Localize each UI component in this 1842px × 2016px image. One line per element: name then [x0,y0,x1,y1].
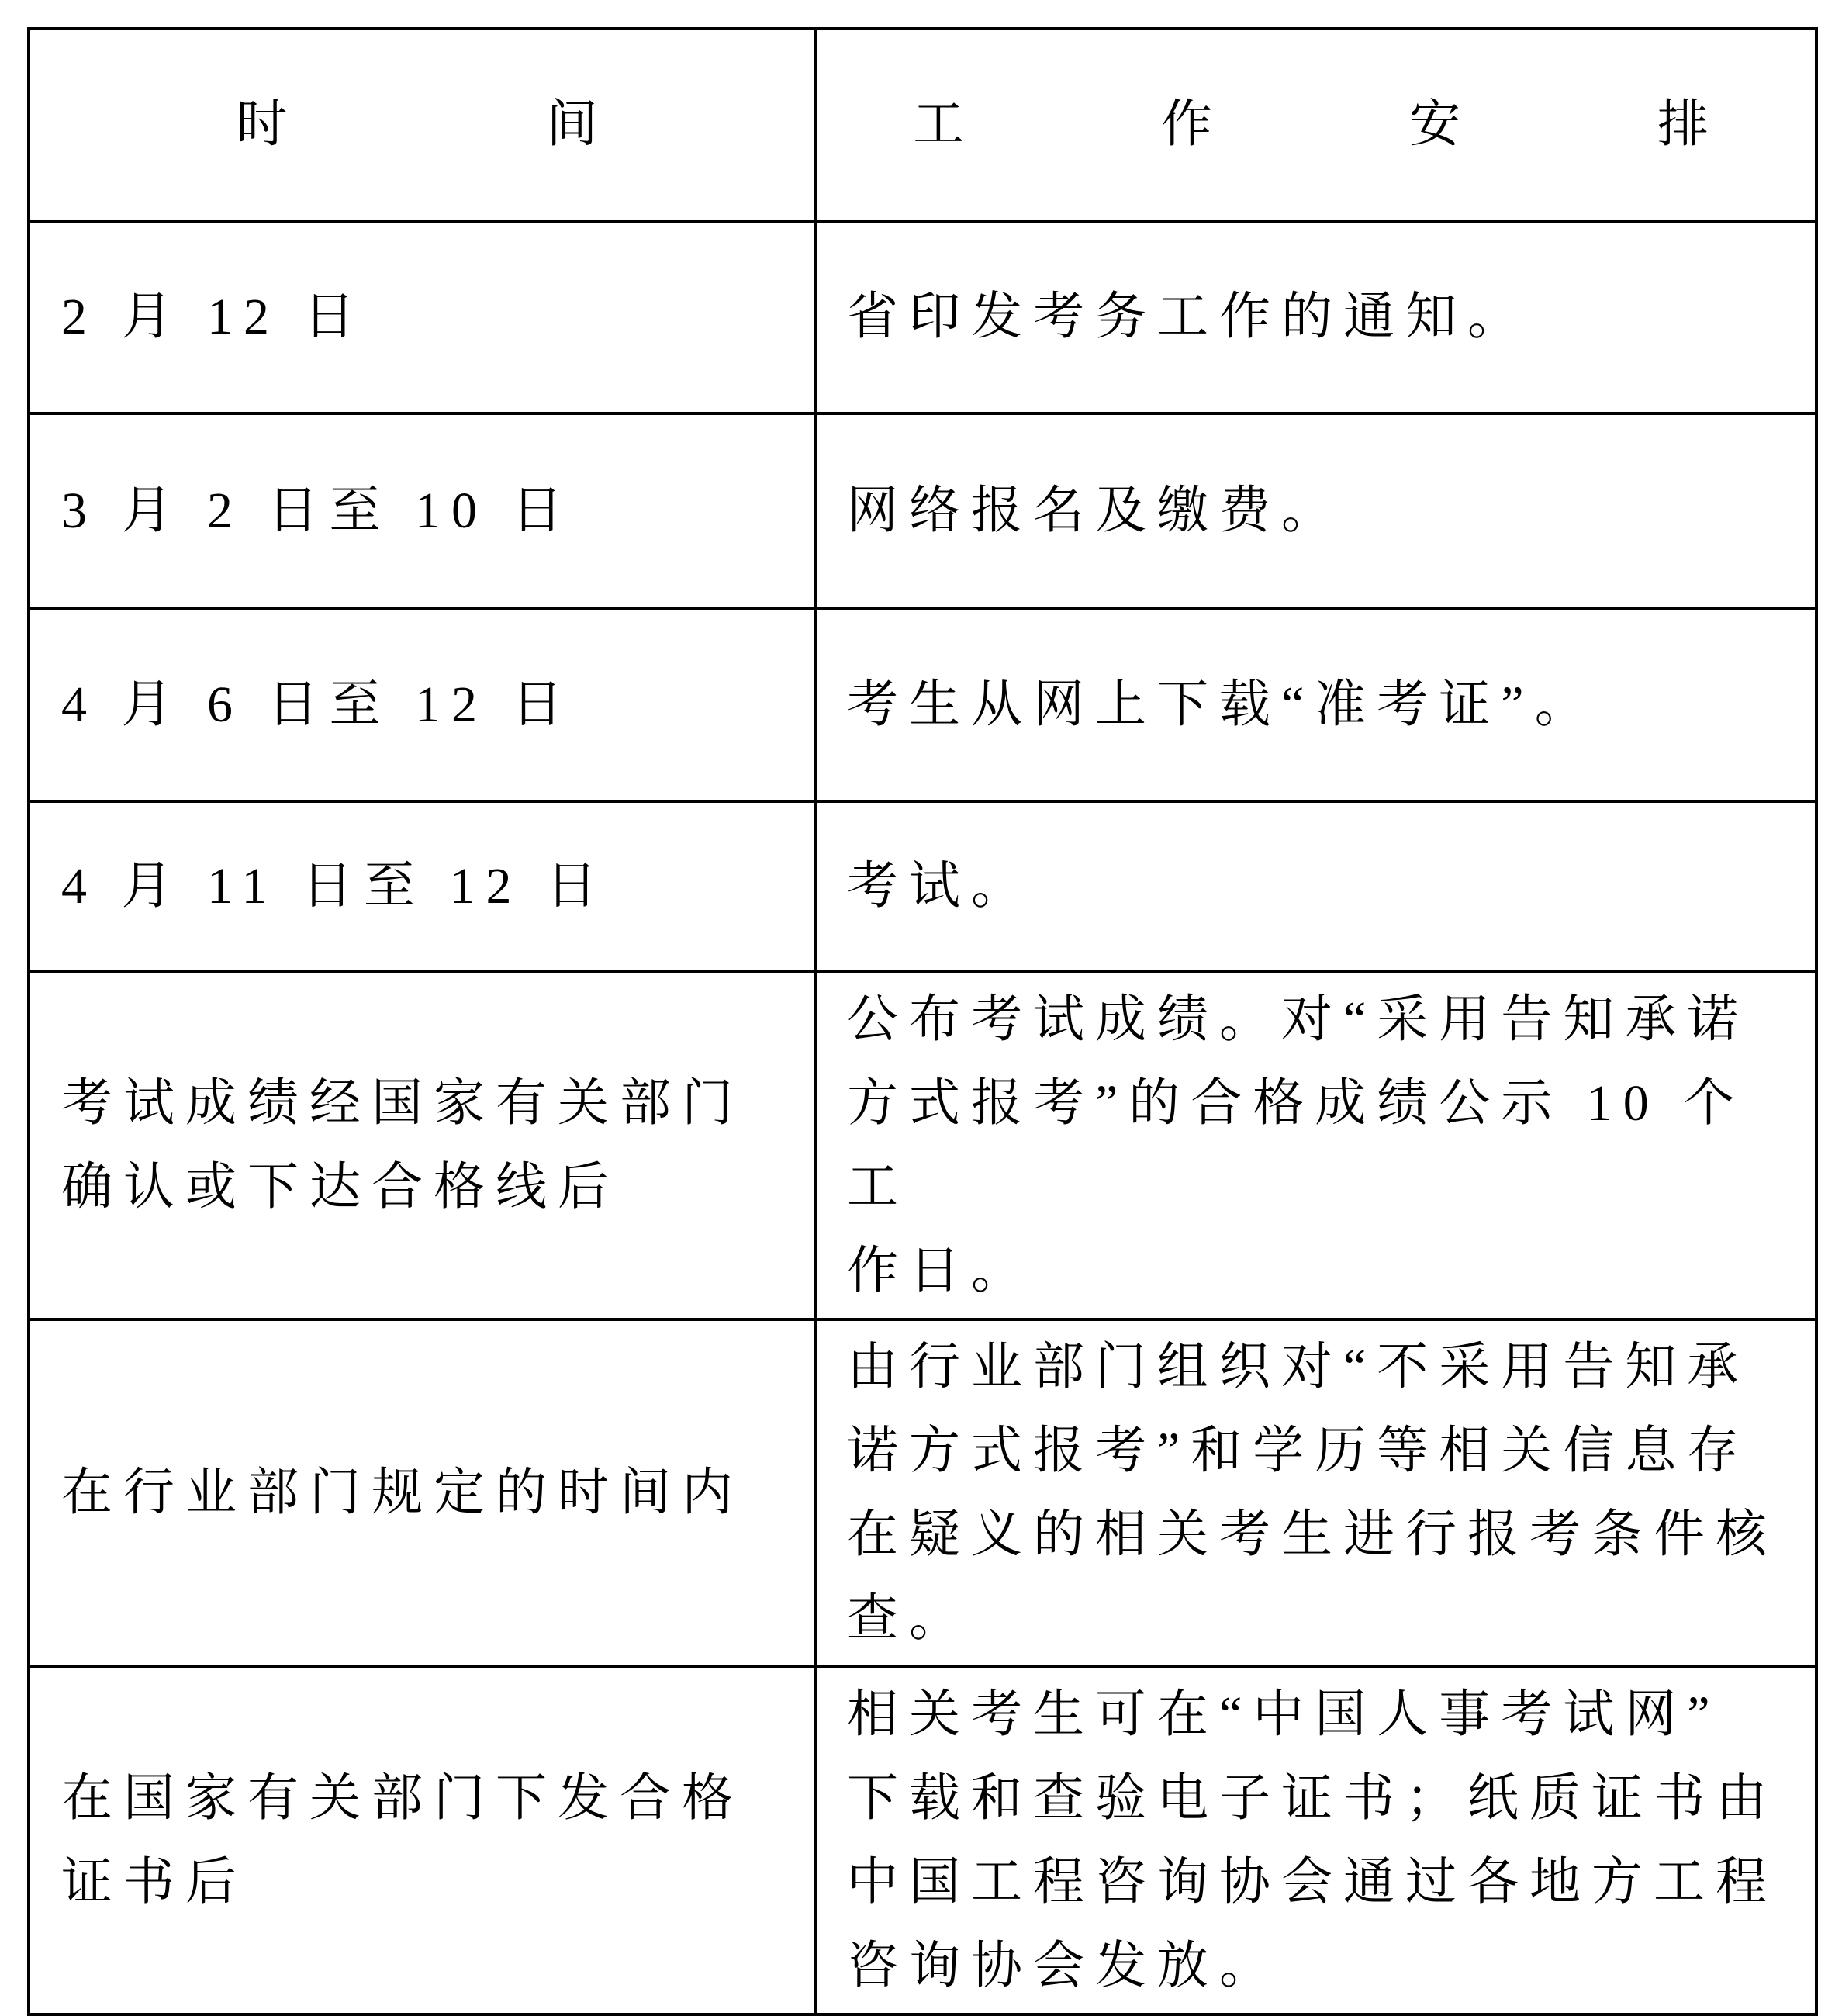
time-cell: 3 月 2 日至 10 日 [29,413,816,609]
time-cell: 2 月 12 日 [29,221,816,413]
time-cell: 4 月 6 日至 12 日 [29,609,816,801]
table-row [29,972,1816,1319]
time-cell: 在国家有关部门下发合格 证书后 [29,1667,816,2014]
work-cell: 相关考生可在“中国人事考试网” 下载和查验电子证书；纸质证书由 中国工程咨询协会通过各地方工程 咨询协会发放。 [816,1667,1816,2014]
work-cell: 网络报名及缴费。 [816,413,1816,609]
header-work: 工 作 安 排 [816,29,1816,221]
table-header-row [29,29,1816,221]
table-row [29,801,1816,972]
time-cell: 4 月 11 日至 12 日 [29,801,816,972]
table-row [29,413,1816,609]
work-cell: 省印发考务工作的通知。 [816,221,1816,413]
header-time: 时 间 [29,29,816,221]
table-row [29,609,1816,801]
work-cell: 由行业部门组织对“不采用告知承 诺方式报考”和学历等相关信息存 在疑义的相关考生进行报考条件核 查。 [816,1319,1816,1667]
table-row [29,221,1816,413]
work-cell: 考生从网上下载“准考证”。 [816,609,1816,801]
exam-schedule-table [27,27,1818,2016]
work-cell: 考试。 [816,801,1816,972]
time-cell: 在行业部门规定的时间内 [29,1319,816,1667]
table-row [29,1667,1816,2014]
time-cell: 考试成绩经国家有关部门 确认或下达合格线后 [29,972,816,1319]
work-cell: 公布考试成绩。对“采用告知承诺 方式报考”的合格成绩公示 10 个工 作日。 [816,972,1816,1319]
table-row [29,1319,1816,1667]
